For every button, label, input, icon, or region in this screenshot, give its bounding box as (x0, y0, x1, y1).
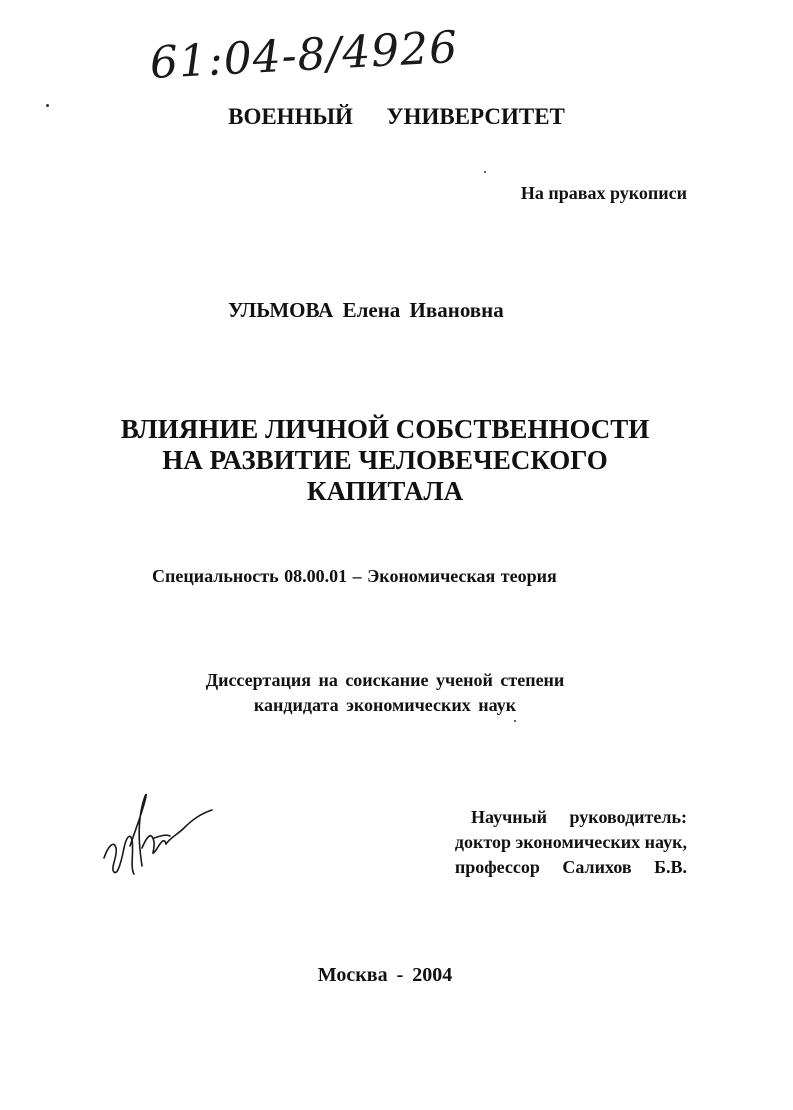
title-line: ВЛИЯНИЕ ЛИЧНОЙ СОБСТВЕННОСТИ (120, 414, 650, 444)
degree-statement (0, 668, 770, 718)
supervisor-degree: доктор экономических наук, (454, 832, 687, 852)
author-name: УЛЬМОВА Елена Ивановна (228, 298, 504, 322)
university-name: ВОЕННЫЙ УНИВЕРСИТЕТ (228, 104, 565, 129)
dissertation-title (0, 414, 770, 507)
handwritten-signature (100, 788, 220, 883)
supervisor-block (455, 805, 687, 880)
degree-line: кандидата экономических наук (253, 695, 517, 715)
specialty-line: Специальность 08.00.01 – Экономическая теория (152, 566, 557, 586)
degree-line: Диссертация на соискание ученой степени (205, 670, 565, 690)
city-year: Москва - 2004 (317, 964, 453, 986)
scan-speck (484, 171, 486, 173)
handwritten-archive-number: 61:04-8/4926 (148, 21, 460, 89)
title-line: НА РАЗВИТИЕ ЧЕЛОВЕЧЕСКОГО (162, 445, 608, 475)
supervisor-name: профессор Салихов Б.В. (454, 857, 687, 877)
supervisor-label: Научный руководитель: (471, 807, 687, 827)
scan-speck (514, 720, 516, 722)
rights-note: На правах рукописи (520, 183, 687, 203)
title-line: КАПИТАЛА (306, 476, 464, 506)
